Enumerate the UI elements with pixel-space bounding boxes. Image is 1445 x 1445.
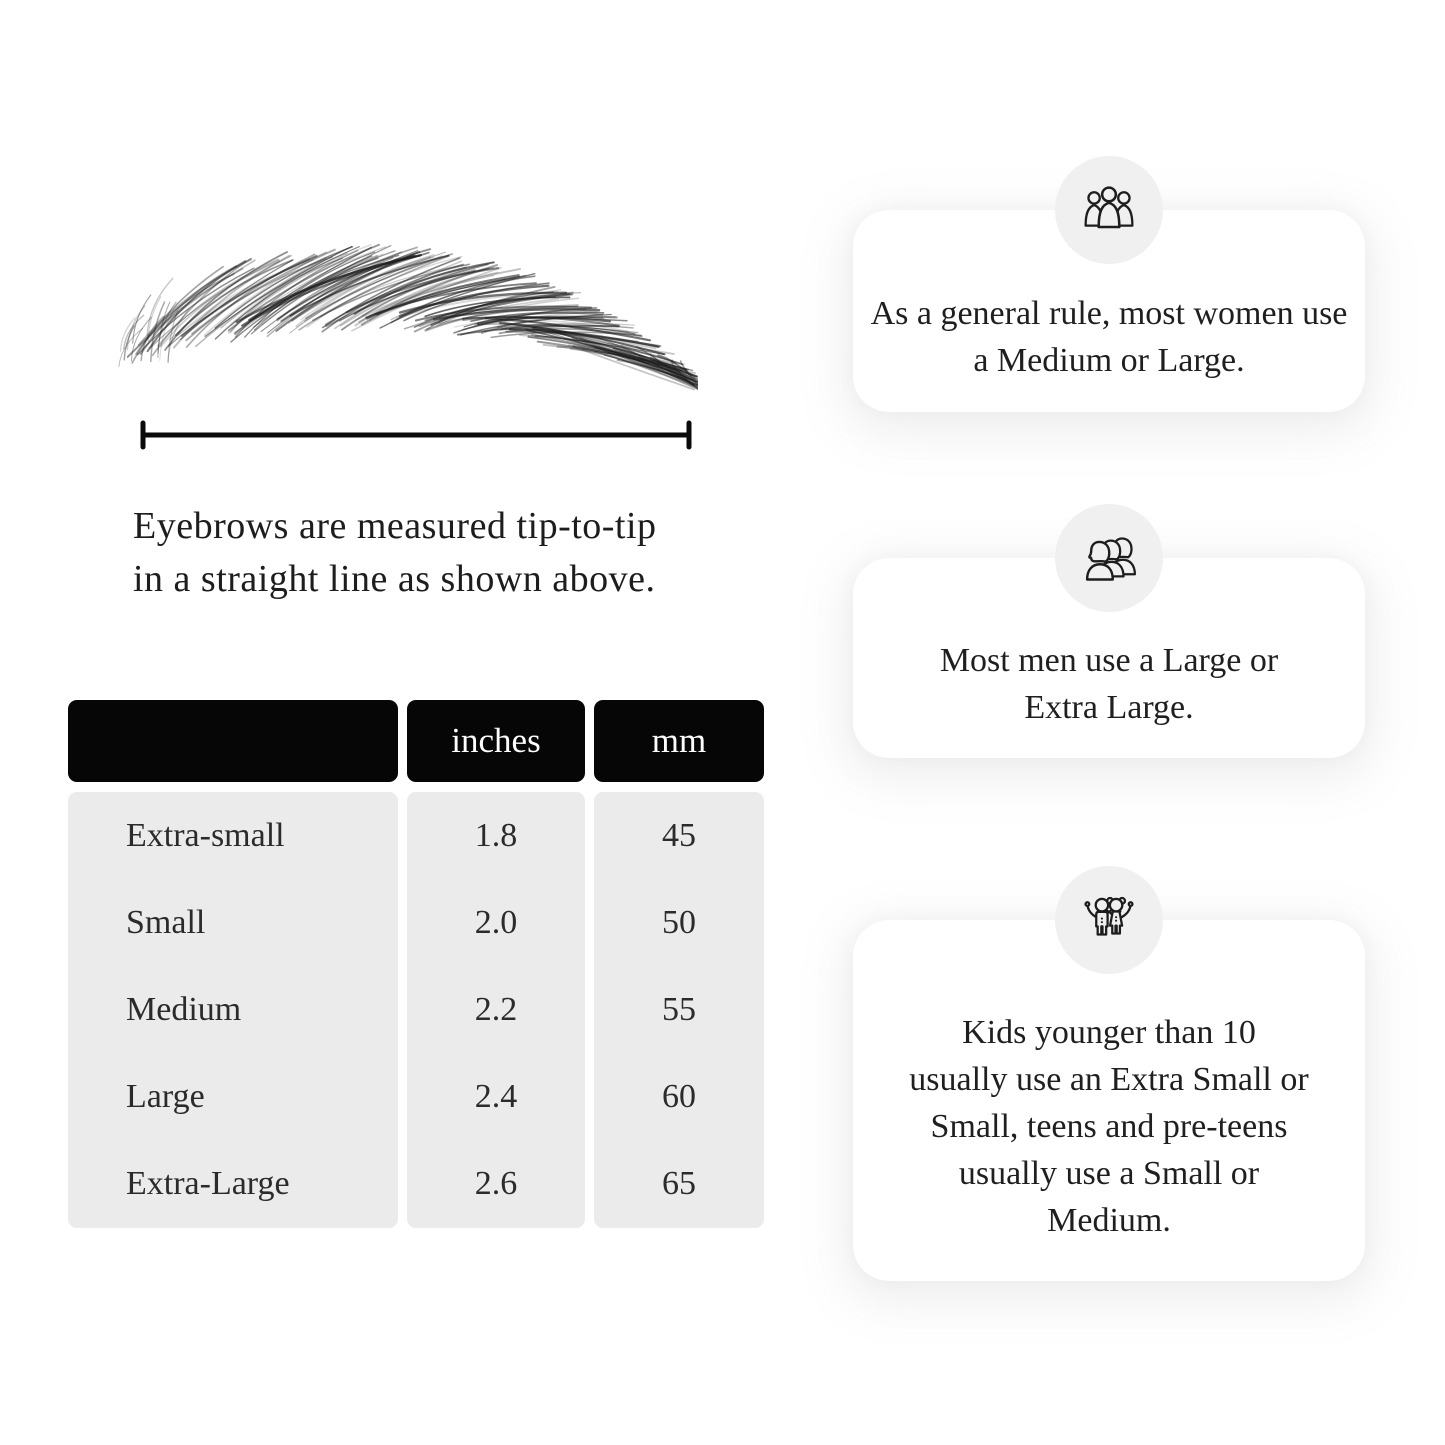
header-cell-inches: inches	[407, 700, 585, 782]
caption-line-1: Eyebrows are measured tip-to-tip	[133, 505, 657, 547]
size-label: Extra-Large	[126, 1165, 290, 1203]
header-cell-mm: mm	[594, 700, 764, 782]
inches-value: 2.2	[474, 991, 518, 1028]
table-row	[68, 879, 764, 966]
inches-value: 2.6	[474, 1165, 518, 1203]
mm-value: 45	[662, 816, 696, 854]
icon-circle	[1055, 156, 1163, 264]
icon-circle	[1055, 504, 1163, 612]
card-text: As a general rule, most women use a Medium or Large.	[870, 295, 1348, 379]
table-row	[68, 792, 764, 879]
inches-value: 1.8	[474, 816, 518, 854]
size-table-header	[68, 700, 764, 782]
table-row	[68, 1141, 764, 1228]
mm-value: 50	[662, 903, 696, 941]
women-group-icon	[1075, 176, 1143, 244]
header-cell-size	[68, 700, 398, 782]
mm-value: 55	[662, 991, 696, 1028]
eyebrow-illustration	[110, 233, 698, 395]
caption-line-2: in a straight line as shown above.	[133, 558, 656, 600]
size-label: Small	[126, 903, 206, 941]
info-card-women	[853, 210, 1365, 412]
children-icon	[1075, 886, 1143, 954]
icon-circle	[1055, 866, 1163, 974]
table-row	[68, 1054, 764, 1141]
mm-value: 60	[662, 1078, 696, 1116]
men-group-icon	[1075, 524, 1143, 592]
card-text: Kids younger than 10 usually use an Extra Small or Small, teens and pre-teens usually use a Small or Medium.	[909, 1014, 1309, 1239]
size-label: Large	[126, 1078, 205, 1116]
mm-value: 65	[662, 1165, 696, 1203]
inches-value: 2.0	[474, 903, 518, 941]
info-card-men	[853, 558, 1365, 758]
size-table-body	[68, 792, 764, 1228]
measurement-caption	[133, 500, 753, 606]
table-row	[68, 966, 764, 1053]
size-label: Extra-small	[126, 816, 285, 854]
size-table	[68, 700, 764, 1228]
info-card-kids	[853, 920, 1365, 1281]
measurement-line	[136, 420, 696, 450]
card-text: Most men use a Large or Extra Large.	[939, 642, 1279, 726]
inches-value: 2.4	[474, 1078, 518, 1116]
size-label: Medium	[126, 991, 242, 1028]
